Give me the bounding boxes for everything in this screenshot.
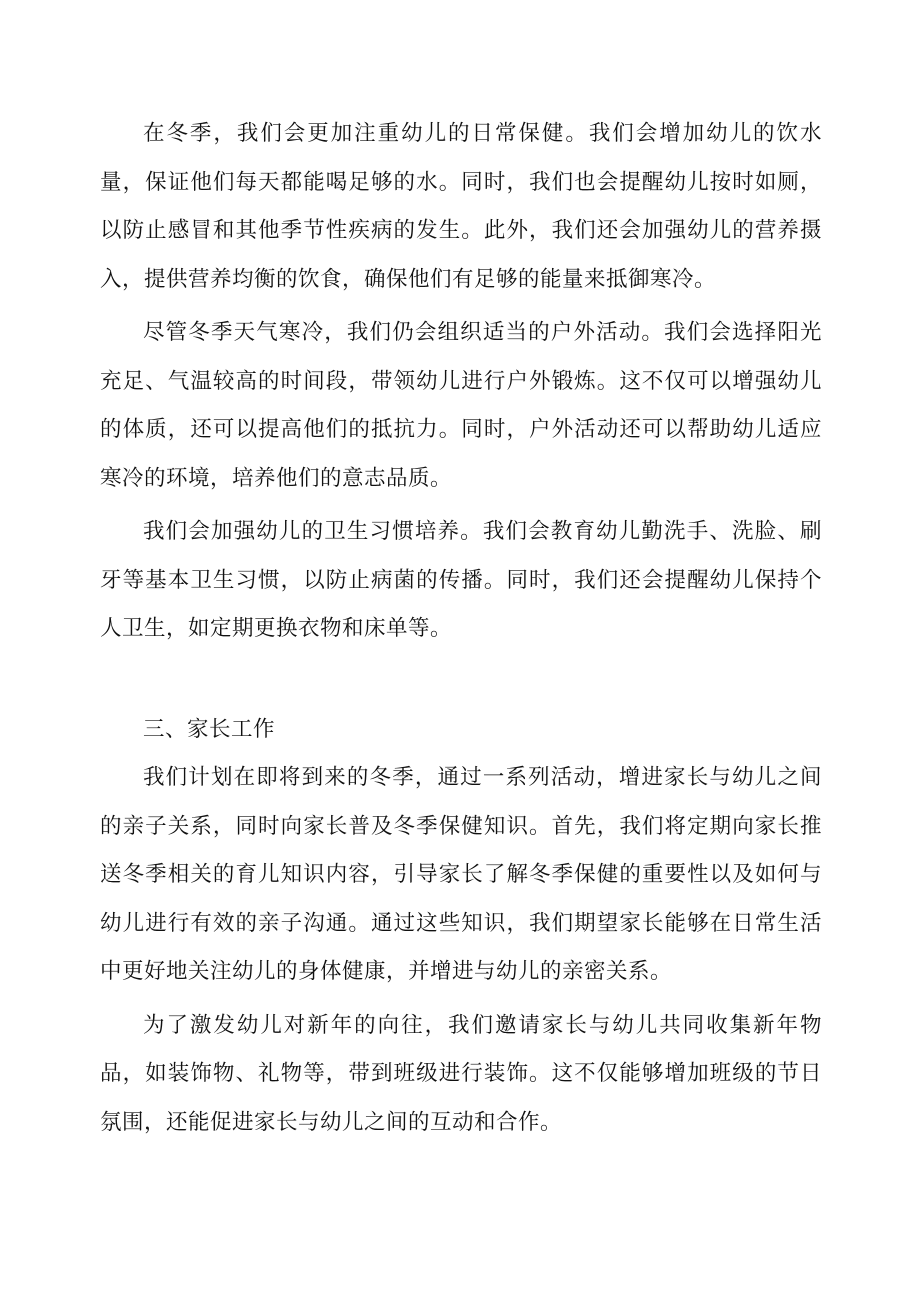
paragraph-outdoor-activities: 尽管冬季天气寒冷，我们仍会组织适当的户外活动。我们会选择阳光充足、气温较高的时间段，带领幼儿进行户外锻炼。这不仅可以增强幼儿的体质，还可以提高他们的抵抗力。同时，户外活动还可以帮助幼儿适应寒冷的环境，培养他们的意志品质。	[100, 320, 822, 491]
paragraph-parent-communication: 我们计划在即将到来的冬季，通过一系列活动，增进家长与幼儿之间的亲子关系，同时向家长普及冬季保健知识。首先，我们将定期向家长推送冬季相关的育儿知识内容，引导家长了解冬季保健的重要性以及如何与幼儿进行有效的亲子沟通。通过这些知识，我们期望家长能够在日常生活中更好地关注幼儿的身体健康，并增进与幼儿的亲密关系。	[100, 765, 822, 984]
paragraph-winter-care: 在冬季，我们会更加注重幼儿的日常保健。我们会增加幼儿的饮水量，保证他们每天都能喝足够的水。同时，我们也会提醒幼儿按时如厕，以防止感冒和其他季节性疾病的发生。此外，我们还会加强幼儿的营养摄入，提供营养均衡的饮食，确保他们有足够的能量来抵御寒冷。	[100, 121, 822, 292]
section-heading: 三、家长工作	[143, 716, 276, 742]
paragraph-new-year-activity: 为了激发幼儿对新年的向往，我们邀请家长与幼儿共同收集新年物品，如装饰物、礼物等，带到班级进行装饰。这不仅能够增加班级的节日氛围，还能促进家长与幼儿之间的互动和合作。	[100, 1012, 822, 1135]
document-body	[100, 110, 822, 1147]
paragraph-hygiene-habits: 我们会加强幼儿的卫生习惯培养。我们会教育幼儿勤洗手、洗脸、刷牙等基本卫生习惯，以防止病菌的传播。同时，我们还会提醒幼儿保持个人卫生，如定期更换衣物和床单等。	[100, 519, 822, 641]
section-spacer	[100, 654, 822, 706]
